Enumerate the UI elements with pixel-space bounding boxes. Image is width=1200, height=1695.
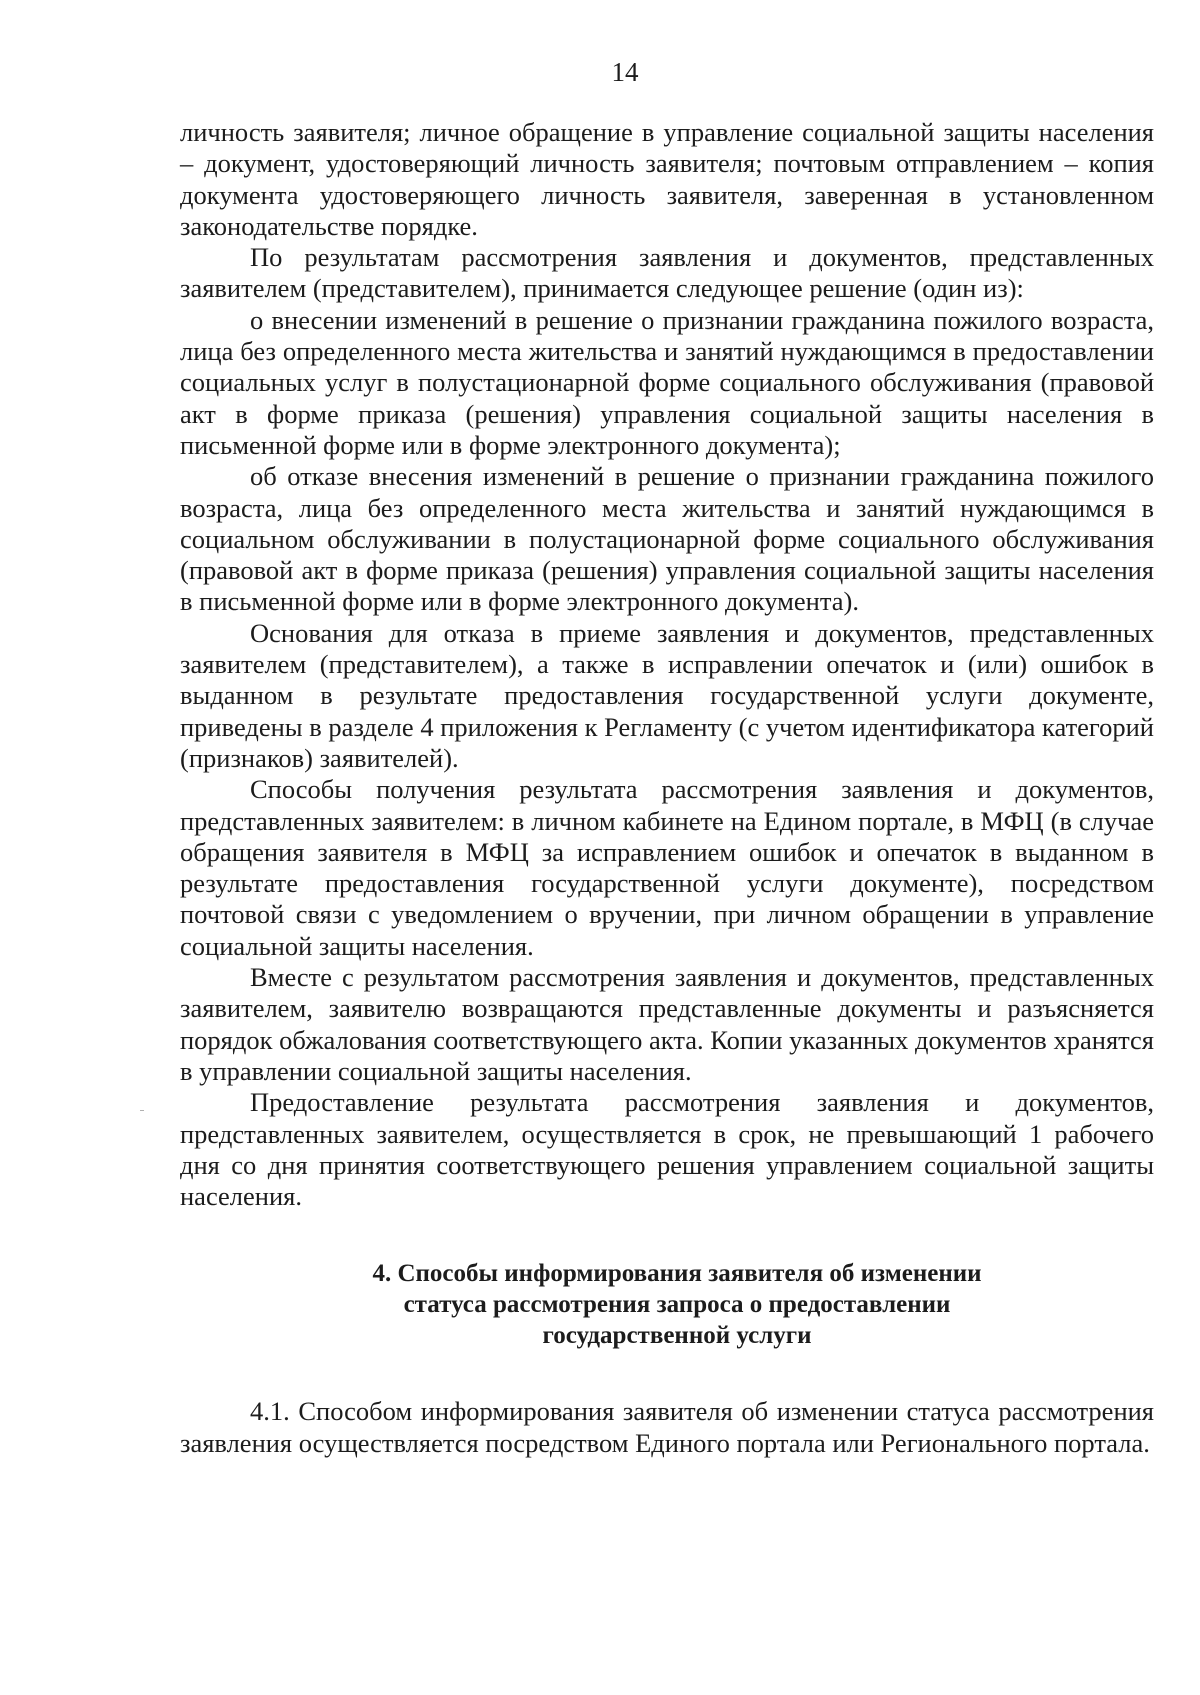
paragraph-documents-return: Вместе с результатом рассмотрения заявления и документов, представленных заявителем, заявителю возвращаются представленные документы и разъясняется порядок обжалования соответствующего акта. Копии указанных документов хранятся в управлении социальной защиты населения. [180,962,1154,1086]
section-heading-line-1: 4. Способы информирования заявителя об изменении [372,1260,982,1288]
paragraph-continuation: личность заявителя; личное обращение в управление социальной защиты населения – документ, удостоверяющий личность заявителя; почтовым отправлением – копия документа удостоверяющего личность заявителя, заверенная в установленном законодательстве порядке. [180,117,1154,241]
section-heading-line-3: государственной услуги [542,1322,812,1350]
paragraph-result-methods: Способы получения результата рассмотрения заявления и документов, представленных заявителем: в личном кабинете на Едином портале, в МФЦ (в случае обращения заявителя в МФЦ за исправлением ошибок и опечаток в выданном в результате предоставления государственной услуги документе), посредством почтовой связи с уведомлением о вручении, при личном обращении в управление социальной защиты населения. [180,774,1154,961]
paragraph-refusal-grounds: Основания для отказа в приеме заявления и документов, представленных заявителем (представителем), а также в исправлении опечаток и (или) ошибок в выданном в результате предоставления государственной услуги документе, приведены в разделе 4 приложения к Регламенту (с учетом идентификатора категорий (признаков) заявителей). [180,617,1154,773]
paragraph-result-deadline: Предоставление результата рассмотрения заявления и документов, представленных заявителем, осуществляется в срок, не превышающий 1 рабочего дня со дня принятия соответствующего решения управлением социальной защиты населения. [180,1087,1154,1212]
section-heading [180,1258,1154,1351]
scan-artifact-mark [140,1110,144,1111]
paragraph-decision-refuse: об отказе внесения изменений в решение о признании гражданина пожилого возраста, лица без определенного места жительства и занятий нуждающимся в социальном обслуживании в полустационарной форме социального обслуживания (правовой акт в форме приказа (решения) управления социальной защиты населения в письменной форме или в форме электронного документа). [180,461,1154,617]
paragraph-decision-intro: По результатам рассмотрения заявления и документов, представленных заявителем (представителем), принимается следующее решение (один из): [180,242,1154,304]
paragraph-section-4-1: 4.1. Способом информирования заявителя об изменении статуса рассмотрения заявления осуществляется посредством Единого портала или Регионального портала. [180,1396,1154,1458]
paragraph-decision-approve: о внесении изменений в решение о признании гражданина пожилого возраста, лица без определенного места жительства и занятий нуждающимся в предоставлении социальных услуг в полустационарной форме социального обслуживания (правовой акт в форме приказа (решения) управления социальной защиты населения в письменной форме или в форме электронного документа); [180,304,1154,460]
page-body [180,117,1154,1459]
section-heading-line-2: статуса рассмотрения запроса о предоставлении [403,1291,951,1319]
page-number: 14 [611,57,639,87]
